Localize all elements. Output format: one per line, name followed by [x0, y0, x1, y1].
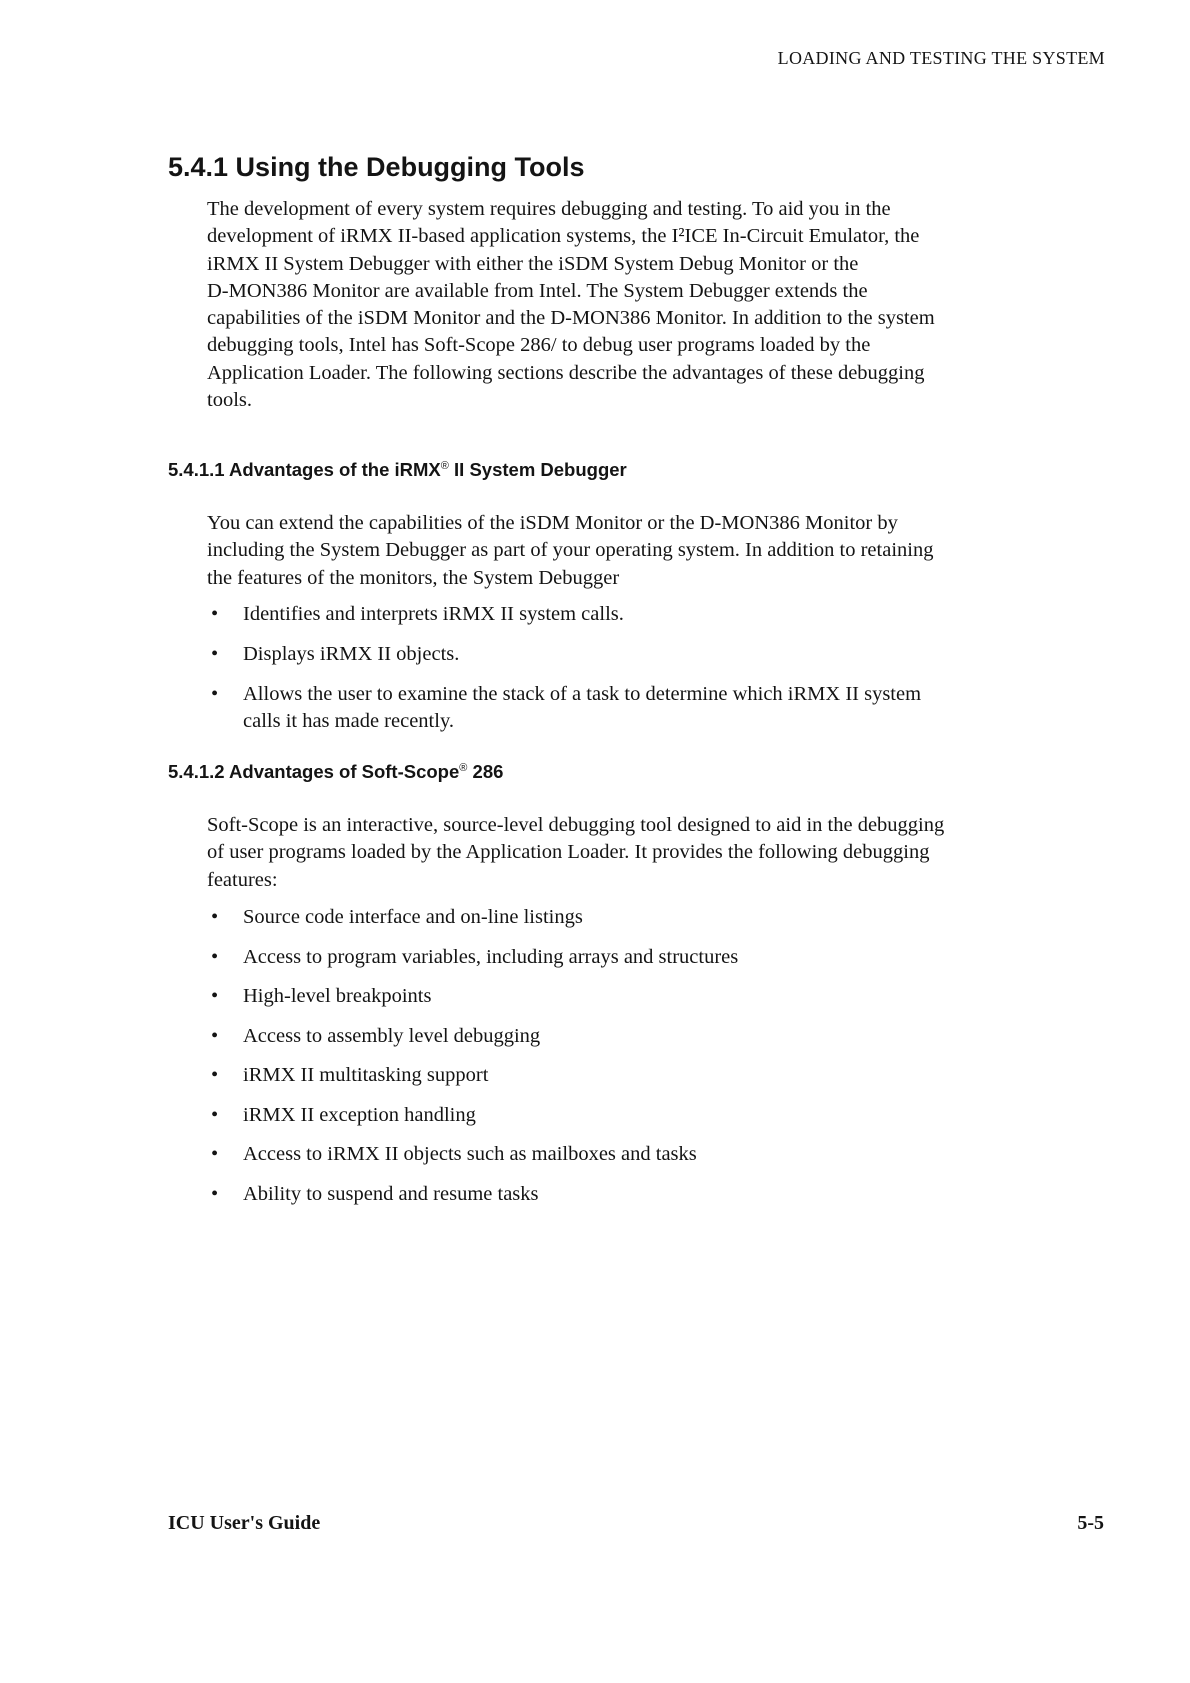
bullet-glyph: •	[211, 945, 219, 968]
bullet-glyph: •	[211, 683, 219, 705]
list-item-text: iRMX II multitasking support	[243, 1064, 489, 1086]
list-item	[207, 1023, 1067, 1050]
system-debugger-feature-list	[207, 601, 1067, 735]
paragraph-line: You can extend the capabilities of the iSDM Monitor or the D-MON386 Monitor by	[207, 512, 898, 534]
list-item	[207, 1141, 1067, 1168]
bullet-glyph: •	[211, 985, 219, 1007]
subsection-title-soft-scope	[168, 761, 503, 783]
footer-guide-title: ICU User's Guide	[168, 1512, 321, 1534]
paragraph-line: tools.	[207, 389, 252, 412]
paragraph-line: capabilities of the iSDM Monitor and the D-MON386 Monitor. In addition to the system	[207, 307, 935, 330]
subsection-title-text: 5.4.1.2 Advantages of Soft-Scope	[168, 761, 460, 782]
paragraph-line: including the System Debugger as part of your operating system. In addition to retaining	[207, 539, 934, 562]
list-item-text: Ability to suspend and resume tasks	[243, 1182, 539, 1205]
soft-scope-feature-list	[207, 904, 1067, 1220]
list-item-text: calls it has made recently.	[243, 710, 454, 732]
bullet-glyph: •	[211, 603, 219, 625]
paragraph-line: development of iRMX II-based application systems, the I²ICE In-Circuit Emulator, the	[207, 225, 920, 248]
paragraph-line: features:	[207, 868, 278, 891]
list-item	[207, 944, 1067, 971]
subsection-title-text: 286	[467, 761, 504, 782]
subsection-title-system-debugger	[168, 459, 627, 481]
paragraph-line: The development of every system requires debugging and testing. To aid you in the	[207, 198, 891, 220]
bullet-glyph: •	[211, 1024, 219, 1047]
list-item	[207, 601, 1067, 628]
list-item	[207, 641, 1067, 668]
list-item	[207, 1062, 1067, 1089]
paragraph-line: Application Loader. The following sections describe the advantages of these debugging	[207, 361, 925, 384]
list-item-text: Displays iRMX II objects.	[243, 643, 460, 665]
subsection-title-text: II System Debugger	[448, 459, 627, 480]
bullet-glyph: •	[211, 1182, 219, 1205]
list-item-text: High-level breakpoints	[243, 985, 432, 1007]
bullet-glyph: •	[211, 1143, 219, 1165]
paragraph-line: D-MON386 Monitor are available from Intel. The System Debugger extends the	[207, 279, 868, 302]
bullet-glyph: •	[211, 1064, 219, 1086]
list-item-text: Allows the user to examine the stack of a task to determine which iRMX II system	[243, 683, 922, 705]
paragraph-line: of user programs loaded by the Application Loader. It provides the following debugging	[207, 841, 930, 864]
paragraph-line: the features of the monitors, the System Debugger	[207, 566, 620, 589]
list-item-text: Source code interface and on-line listings	[243, 906, 583, 928]
list-item	[207, 1102, 1067, 1129]
registered-mark: ®	[459, 761, 468, 774]
paragraph-line: Soft-Scope is an interactive, source-level debugging tool designed to aid in the debugging	[207, 814, 945, 836]
list-item	[207, 904, 1067, 931]
list-item-text: Access to assembly level debugging	[243, 1024, 541, 1047]
running-header: LOADING AND TESTING THE SYSTEM	[777, 48, 1105, 68]
page-number: 5-5	[1077, 1512, 1104, 1534]
system-debugger-intro-paragraph	[207, 510, 1087, 592]
list-item	[207, 1181, 1067, 1208]
registered-mark: ®	[440, 459, 449, 472]
soft-scope-intro-paragraph	[207, 812, 1087, 894]
paragraph-line: debugging tools, Intel has Soft-Scope 286/ to debug user programs loaded by the	[207, 334, 871, 357]
list-item-text: Identifies and interprets iRMX II system calls.	[243, 603, 624, 625]
list-item-text: Access to iRMX II objects such as mailboxes and tasks	[243, 1143, 697, 1165]
list-item-text: Access to program variables, including arrays and structures	[243, 945, 739, 968]
list-item	[207, 983, 1067, 1010]
bullet-glyph: •	[211, 906, 219, 928]
bullet-glyph: •	[211, 1103, 219, 1126]
section-title: 5.4.1 Using the Debugging Tools	[168, 152, 585, 182]
subsection-title-text: 5.4.1.1 Advantages of the iRMX	[168, 459, 441, 480]
list-item-text: iRMX II exception handling	[243, 1103, 476, 1126]
paragraph-line: iRMX II System Debugger with either the iSDM System Debug Monitor or the	[207, 252, 859, 275]
section-intro-paragraph	[207, 196, 1087, 414]
list-item	[207, 681, 1067, 735]
bullet-glyph: •	[211, 643, 219, 665]
